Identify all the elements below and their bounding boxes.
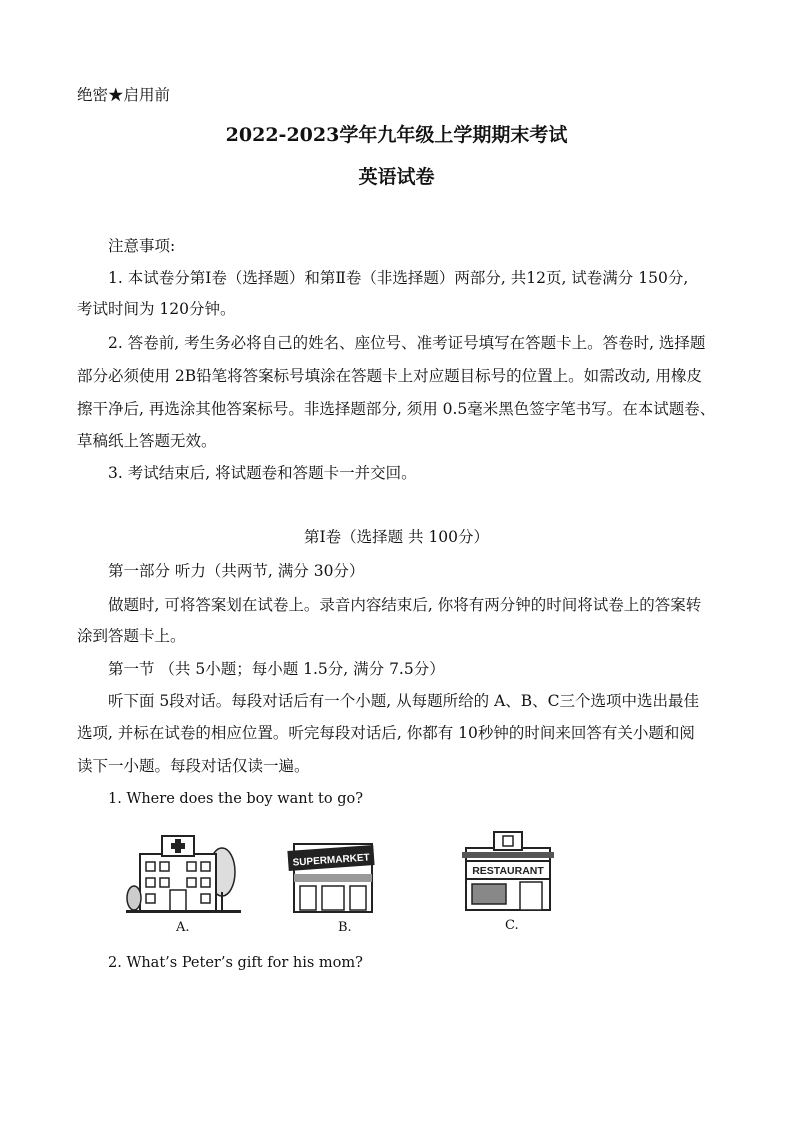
section-1-instruction-line-3: 读下一小题。每段对话仅读一遍。 [77,757,310,775]
exam-subtitle: 英语试卷 [358,166,435,188]
exam-title: 2022-2023学年九年级上学期期末考试 [225,124,568,146]
part-1-instruction-line-2: 涂到答题卡上。 [77,627,186,645]
part-1-title: 第一部分 听力（共两节, 满分 30分） [108,562,365,580]
option-c-label: C. [505,918,519,933]
notice-item-2-line-2: 部分必须使用 2B铅笔将答案标号填涂在答题卡上对应题目标号的位置上。如需改动, 用橡皮 [77,367,703,385]
option-a-label: A. [176,920,190,935]
restaurant-icon [458,828,558,914]
secret-mark: 绝密★启用前 [77,86,171,104]
option-b-label: B. [338,920,352,935]
notice-item-1-line-2: 考试时间为 120分钟。 [77,300,236,318]
supermarket-icon [286,836,381,916]
volume-1-title: 第Ⅰ卷（选择题 共 100分） [303,528,490,546]
part-1-instruction-line-1: 做题时, 可将答案划在试卷上。录音内容结束后, 你将有两分钟的时间将试卷上的答案转 [108,596,702,614]
notice-item-2-line-1: 2. 答卷前, 考生务必将自己的姓名、座位号、准考证号填写在答题卡上。答卷时, 选择题 [108,334,706,352]
restaurant-sign: RESTAURANT [472,865,544,877]
question-2: 2. What’s Peter’s gift for his mom? [108,955,363,971]
question-1: 1. Where does the boy want to go? [108,791,363,807]
section-1-instruction-line-2: 选项, 并标在试卷的相应位置。听完每段对话后, 你都有 10秒钟的时间来回答有关小题和阅 [77,724,695,742]
question-1-options-figure [108,822,568,940]
hospital-icon [126,832,241,917]
section-1-instruction-line-1: 听下面 5段对话。每段对话后有一个小题, 从每题所给的 A、B、C三个选项中选出最佳 [108,692,700,710]
supermarket-sign: SUPERMARKET [292,852,371,869]
notice-heading: 注意事项: [108,237,176,255]
notice-item-1-line-1: 1. 本试卷分第Ⅰ卷（选择题）和第Ⅱ卷（非选择题）两部分, 共12页, 试卷满分 150分, [108,269,689,287]
notice-item-3: 3. 考试结束后, 将试题卷和答题卡一并交回。 [108,464,417,482]
notice-item-2-line-4: 草稿纸上答题无效。 [77,432,217,450]
section-1-title: 第一节 （共 5小题；每小题 1.5分, 满分 7.5分） [108,660,445,678]
notice-item-2-line-3: 擦干净后, 再选涂其他答案标号。非选择题部分, 须用 0.5毫米黑色签字笔书写。在本试题卷、 [77,400,716,418]
